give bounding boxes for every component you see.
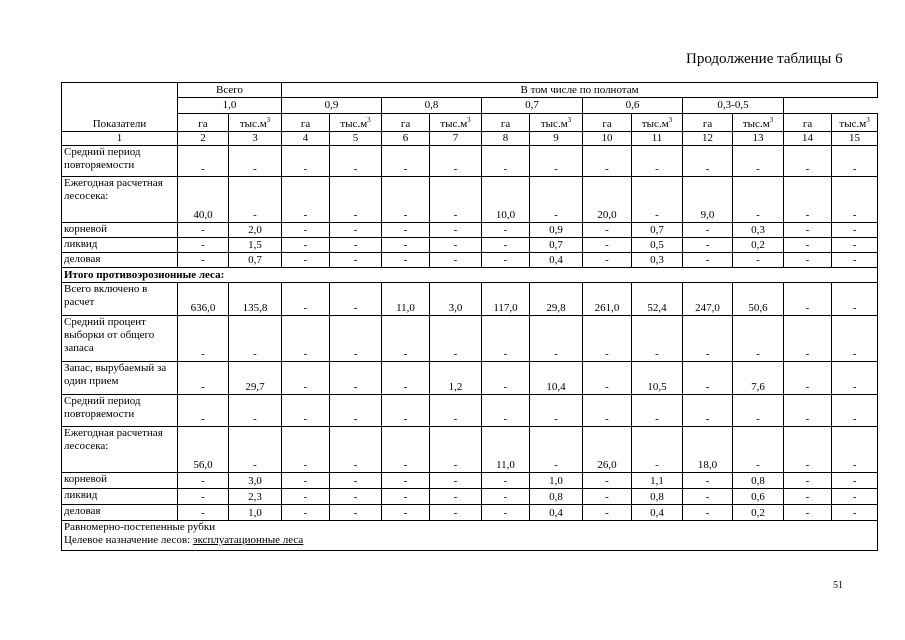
table-cell: -	[330, 427, 382, 473]
table-cell: 10,4	[530, 362, 583, 395]
column-number: 8	[482, 132, 530, 146]
table-cell: -	[683, 489, 733, 505]
table-cell: -	[683, 253, 733, 268]
table-cell: -	[382, 253, 430, 268]
table-cell: -	[178, 473, 229, 489]
table-cell: -	[832, 223, 878, 238]
unit-volume-sup: 3	[266, 116, 271, 124]
table-cell: -	[482, 473, 530, 489]
table-cell: -	[282, 362, 330, 395]
footer-purpose-label: Целевое назначение лесов:	[64, 534, 193, 546]
table-cell: 636,0	[178, 283, 229, 316]
table-cell: -	[282, 238, 330, 253]
table-cell: -	[430, 223, 482, 238]
table-cell: -	[482, 362, 530, 395]
table-cell: -	[632, 427, 683, 473]
table-cell: 1,0	[229, 505, 282, 521]
table-cell: -	[583, 238, 632, 253]
table-cell: -	[430, 489, 482, 505]
column-number: 10	[583, 132, 632, 146]
table-cell: -	[784, 473, 832, 489]
row-label: Запас, вырубаемый за один прием	[62, 362, 178, 395]
table-cell: -	[330, 238, 382, 253]
header-density-group: 0,3-0,5	[683, 98, 784, 114]
table-cell: -	[430, 473, 482, 489]
table-cell: 0,4	[530, 253, 583, 268]
unit-volume-text: тыс.м	[641, 118, 669, 130]
table-cell: -	[382, 238, 430, 253]
table-cell: -	[382, 395, 430, 427]
header-density-group: 0,9	[282, 98, 382, 114]
header-unit-volume	[229, 114, 282, 132]
table-cell: 1,5	[229, 238, 282, 253]
table-cell: -	[330, 473, 382, 489]
table-cell: -	[178, 489, 229, 505]
table-row	[62, 505, 878, 521]
table-cell: -	[229, 146, 282, 177]
table-cell: -	[482, 395, 530, 427]
table-cell: -	[784, 238, 832, 253]
table-cell: -	[683, 238, 733, 253]
unit-volume-text: тыс.м	[540, 118, 568, 130]
table-cell: 7,6	[733, 362, 784, 395]
table-cell: 9,0	[683, 177, 733, 223]
table-cell: -	[733, 253, 784, 268]
table-cell: 0,9	[530, 223, 583, 238]
unit-volume-text: тыс.м	[839, 118, 867, 130]
table-cell: -	[583, 362, 632, 395]
table-cell: -	[282, 223, 330, 238]
column-number: 7	[430, 132, 482, 146]
table-cell: 1,0	[530, 473, 583, 489]
table-cell: -	[530, 146, 583, 177]
table-cell: 29,8	[530, 283, 583, 316]
page-number: 51	[833, 580, 843, 591]
header-by-density: В том числе по полнотам	[282, 83, 878, 98]
table-cell: 2,0	[229, 223, 282, 238]
table-cell: -	[330, 223, 382, 238]
table-cell: -	[683, 505, 733, 521]
table-cell: -	[482, 489, 530, 505]
table-cell: 0,8	[530, 489, 583, 505]
table-cell: -	[832, 395, 878, 427]
section-row	[62, 268, 878, 283]
header-density-group: 1,0	[178, 98, 282, 114]
table-cell: -	[632, 177, 683, 223]
table-cell: -	[482, 505, 530, 521]
table-cell: 1,2	[430, 362, 482, 395]
table-cell: -	[733, 177, 784, 223]
table-cell: -	[583, 395, 632, 427]
table-cell: -	[583, 473, 632, 489]
table-cell: -	[430, 238, 482, 253]
table-cell: -	[482, 223, 530, 238]
table-cell: -	[282, 427, 330, 473]
table-cell: -	[784, 489, 832, 505]
row-label: Средний период повторяемости	[62, 146, 178, 177]
table-cell: -	[832, 362, 878, 395]
footer-purpose-value: эксплуатационные леса	[192, 534, 304, 546]
table-cell: 20,0	[583, 177, 632, 223]
table-cell: -	[482, 253, 530, 268]
unit-volume-sup: 3	[467, 116, 471, 124]
table-cell: -	[784, 283, 832, 316]
table-cell: -	[330, 362, 382, 395]
table-cell: -	[784, 177, 832, 223]
table-cell: 10,0	[482, 177, 530, 223]
header-unit-ha: га	[178, 114, 229, 132]
unit-volume-sup: 3	[367, 116, 371, 124]
table-cell: -	[784, 427, 832, 473]
table-cell: -	[784, 395, 832, 427]
table-cell: -	[683, 223, 733, 238]
table-cell: -	[583, 505, 632, 521]
table-cell: -	[178, 238, 229, 253]
table-cell: -	[382, 146, 430, 177]
table-cell: -	[683, 473, 733, 489]
table-cell: -	[229, 395, 282, 427]
table-cell: -	[832, 177, 878, 223]
table-cell: -	[784, 223, 832, 238]
table-cell: 0,2	[733, 505, 784, 521]
table-cell: -	[430, 395, 482, 427]
row-label: корневой	[62, 223, 178, 238]
table-cell: -	[282, 253, 330, 268]
table-row	[62, 238, 878, 253]
table-cell: -	[583, 316, 632, 362]
table-cell: -	[382, 362, 430, 395]
table-cell: 2,3	[229, 489, 282, 505]
unit-volume-text: тыс.м	[239, 118, 267, 130]
table-cell: -	[430, 316, 482, 362]
table-cell: 0,7	[530, 238, 583, 253]
header-unit-volume	[330, 114, 382, 132]
row-label: деловая	[62, 505, 178, 521]
table-cell: 18,0	[683, 427, 733, 473]
table-cell: 11,0	[482, 427, 530, 473]
table-cell: 40,0	[178, 177, 229, 223]
table-cell: -	[832, 283, 878, 316]
table-cell: 1,1	[632, 473, 683, 489]
table-cell: -	[382, 427, 430, 473]
row-label: Средний период повторяемости	[62, 395, 178, 427]
column-number: 12	[683, 132, 733, 146]
table-cell: 29,7	[229, 362, 282, 395]
column-number: 2	[178, 132, 229, 146]
table-cell: -	[282, 146, 330, 177]
table-cell: -	[733, 316, 784, 362]
table-cell: -	[482, 316, 530, 362]
table-cell: -	[430, 427, 482, 473]
table-cell: -	[382, 177, 430, 223]
table-cell: 261,0	[583, 283, 632, 316]
table-cell: 11,0	[382, 283, 430, 316]
header-unit-volume	[832, 114, 878, 132]
table-cell: -	[229, 427, 282, 473]
table-cell: -	[530, 395, 583, 427]
header-unit-ha: га	[382, 114, 430, 132]
table-cell: -	[430, 146, 482, 177]
footer-line-purpose	[64, 534, 875, 547]
table-cell: -	[178, 316, 229, 362]
table-cell: -	[733, 427, 784, 473]
table-cell: -	[784, 253, 832, 268]
forest-table	[61, 82, 878, 551]
row-label: корневой	[62, 473, 178, 489]
column-number: 14	[784, 132, 832, 146]
table-cell: -	[178, 253, 229, 268]
table-cell: -	[784, 146, 832, 177]
table-cell: -	[178, 223, 229, 238]
table-cell: -	[832, 489, 878, 505]
table-cell: 3,0	[229, 473, 282, 489]
table-cell: 247,0	[683, 283, 733, 316]
unit-volume-sup: 3	[769, 116, 774, 124]
table-row	[62, 489, 878, 505]
table-row	[62, 427, 878, 473]
header-indicators: Показатели	[62, 83, 178, 132]
table-cell: -	[733, 395, 784, 427]
table-cell: -	[832, 473, 878, 489]
row-label: Ежегодная расчетная лесосека:	[62, 427, 178, 473]
column-number: 3	[229, 132, 282, 146]
table-cell: -	[530, 316, 583, 362]
table-cell: -	[683, 395, 733, 427]
table-cell: -	[330, 146, 382, 177]
table-cell: 0,4	[530, 505, 583, 521]
table-cell: 0,3	[733, 223, 784, 238]
table-cell: -	[632, 316, 683, 362]
table-cell: -	[229, 177, 282, 223]
header-unit-ha: га	[784, 114, 832, 132]
row-label: ликвид	[62, 489, 178, 505]
table-cell: -	[382, 316, 430, 362]
unit-volume-sup: 3	[866, 116, 870, 124]
table-row	[62, 146, 878, 177]
row-label: ликвид	[62, 238, 178, 253]
table-cell: -	[683, 362, 733, 395]
table-cell: -	[330, 505, 382, 521]
header-unit-volume	[530, 114, 583, 132]
table-row	[62, 253, 878, 268]
table-cell: -	[178, 505, 229, 521]
table-cell: -	[632, 395, 683, 427]
table-cell: -	[832, 253, 878, 268]
table-cell: 135,8	[229, 283, 282, 316]
table-cell: 0,7	[229, 253, 282, 268]
unit-volume-text: тыс.м	[742, 118, 770, 130]
table-cell: -	[583, 146, 632, 177]
table-cell: -	[832, 146, 878, 177]
table-cell: 56,0	[178, 427, 229, 473]
table-cell: -	[382, 473, 430, 489]
table-cell: -	[282, 177, 330, 223]
header-density-group: 0,7	[482, 98, 583, 114]
footer-line-cutting-type: Равномерно-постепенные рубки	[64, 521, 216, 533]
table-cell: -	[330, 253, 382, 268]
table-cell: -	[632, 146, 683, 177]
row-label: Средний процент выборки от общего запаса	[62, 316, 178, 362]
table-cell: 117,0	[482, 283, 530, 316]
table-cell: -	[832, 427, 878, 473]
section-title: Итого противоэрозионные леса:	[62, 268, 878, 283]
header-unit-ha: га	[282, 114, 330, 132]
table-row	[62, 223, 878, 238]
table-cell: -	[583, 253, 632, 268]
table-cell: -	[683, 146, 733, 177]
header-unit-ha: га	[482, 114, 530, 132]
table-cell: -	[282, 316, 330, 362]
table-cell: -	[832, 505, 878, 521]
table-cell: -	[430, 177, 482, 223]
table-cell: -	[282, 473, 330, 489]
table-cell: 26,0	[583, 427, 632, 473]
unit-volume-sup: 3	[668, 116, 673, 124]
table-row	[62, 473, 878, 489]
column-number: 9	[530, 132, 583, 146]
column-number: 6	[382, 132, 430, 146]
table-cell: -	[330, 283, 382, 316]
header-unit-volume	[632, 114, 683, 132]
table-cell: 50,6	[733, 283, 784, 316]
table-cell: -	[733, 146, 784, 177]
table-cell: -	[330, 489, 382, 505]
table-row	[62, 177, 878, 223]
table-cell: 0,4	[632, 505, 683, 521]
column-number: 15	[832, 132, 878, 146]
table-cell: -	[583, 223, 632, 238]
table-cell: -	[229, 316, 282, 362]
table-row	[62, 283, 878, 316]
table-cell: 52,4	[632, 283, 683, 316]
header-total: Всего	[178, 83, 282, 98]
table-cell: 3,0	[430, 283, 482, 316]
table-cell: -	[178, 362, 229, 395]
table-cell: -	[583, 489, 632, 505]
unit-volume-sup: 3	[567, 116, 572, 124]
unit-volume-text: тыс.м	[340, 118, 368, 130]
table-cell: -	[330, 395, 382, 427]
column-number: 5	[330, 132, 382, 146]
table-cell: -	[282, 489, 330, 505]
table-cell: -	[430, 505, 482, 521]
table-cell: -	[178, 146, 229, 177]
header-unit-ha: га	[683, 114, 733, 132]
table-cell: -	[382, 489, 430, 505]
column-number: 13	[733, 132, 784, 146]
table-cell: -	[683, 316, 733, 362]
table-cell: 0,8	[632, 489, 683, 505]
table-cell: -	[330, 177, 382, 223]
table-cell: 0,5	[632, 238, 683, 253]
table-footer	[62, 521, 878, 551]
row-label: Ежегодная расчетная лесосека:	[62, 177, 178, 223]
column-number: 11	[632, 132, 683, 146]
table-row	[62, 316, 878, 362]
header-density-group: 0,6	[583, 98, 683, 114]
column-number: 1	[62, 132, 178, 146]
table-cell: -	[482, 238, 530, 253]
table-cell: 0,6	[733, 489, 784, 505]
table-cell: -	[330, 316, 382, 362]
table-cell: -	[530, 177, 583, 223]
table-cell: -	[784, 362, 832, 395]
table-cell: -	[382, 223, 430, 238]
table-cell: -	[282, 395, 330, 427]
table-cell: 0,7	[632, 223, 683, 238]
table-cell: 10,5	[632, 362, 683, 395]
header-unit-ha: га	[583, 114, 632, 132]
header-density-group: 0,8	[382, 98, 482, 114]
table-cell: -	[530, 427, 583, 473]
table-cell: -	[832, 316, 878, 362]
footer-row	[62, 521, 878, 551]
table-cell: -	[784, 316, 832, 362]
header-unit-volume	[430, 114, 482, 132]
row-label: Всего включено в расчет	[62, 283, 178, 316]
header-unit-volume	[733, 114, 784, 132]
table-cell: 0,3	[632, 253, 683, 268]
table-cell: -	[832, 238, 878, 253]
table-cell: -	[282, 283, 330, 316]
table-caption: Продолжение таблицы 6	[686, 51, 843, 67]
table-cell: -	[382, 505, 430, 521]
table-row	[62, 395, 878, 427]
table-cell: -	[784, 505, 832, 521]
table-cell: 0,8	[733, 473, 784, 489]
table-cell: -	[482, 146, 530, 177]
table-cell: -	[178, 395, 229, 427]
table-cell: -	[430, 253, 482, 268]
table-row	[62, 362, 878, 395]
table-cell: 0,2	[733, 238, 784, 253]
column-number: 4	[282, 132, 330, 146]
unit-volume-text: тыс.м	[440, 118, 468, 130]
row-label: деловая	[62, 253, 178, 268]
table-cell: -	[282, 505, 330, 521]
